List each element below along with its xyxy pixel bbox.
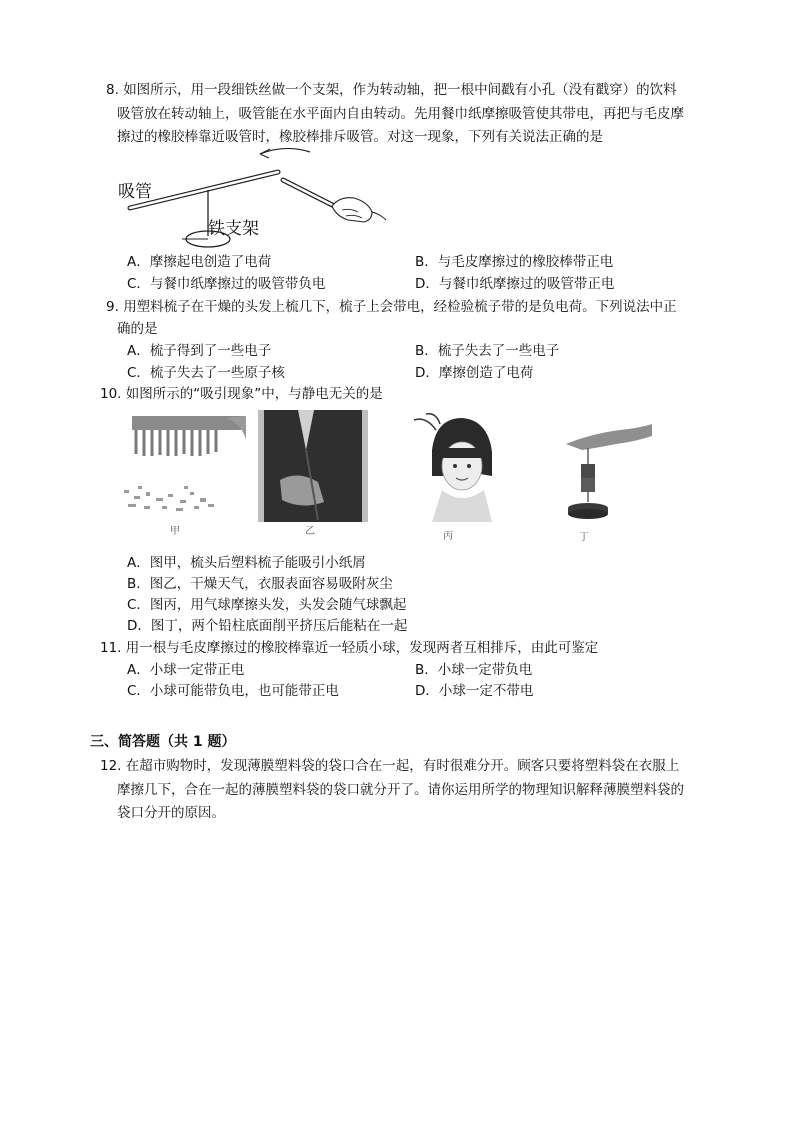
- question-number: 9.: [106, 299, 119, 315]
- figure-label-stand: 铁支架: [208, 219, 259, 239]
- question-text-line: 如图所示的“吸引现象”中，与静电无关的是: [125, 386, 383, 402]
- option-d[interactable]: D．摩擦创造了电荷: [415, 365, 534, 381]
- option-a[interactable]: A．摩擦起电创造了电荷: [127, 254, 272, 270]
- question-text-line: 用塑料梳子在干燥的头发上梳几下，梳子上会带电，经检验梳子带的是负电荷。下列说法中正: [123, 299, 677, 315]
- caption-bing: 丙: [443, 531, 453, 542]
- option-b[interactable]: B．与毛皮摩擦过的橡胶棒带正电: [415, 254, 614, 270]
- question-text-line: 在超市购物时，发现薄膜塑料袋的袋口合在一起，有时很难分开。顾客只要将塑料袋在衣服上: [125, 758, 680, 774]
- option-c[interactable]: C．图丙，用气球摩擦头发，头发会随气球飘起: [127, 597, 407, 613]
- option-d[interactable]: D．小球一定不带电: [415, 683, 534, 699]
- option-c[interactable]: C．梳子失去了一些原子核: [127, 365, 285, 381]
- arrowhead: [260, 149, 270, 158]
- question-text-line: 吸管放在转动轴上，吸管能在水平面内自由转动。先用餐巾纸摩擦吸管使其带电，再把与毛皮摩: [117, 106, 684, 122]
- question-number: 8.: [106, 82, 119, 98]
- photo-bing-girl: [396, 410, 522, 522]
- option-c[interactable]: C．小球可能带负电，也可能带正电: [127, 683, 339, 699]
- question-number: 10.: [100, 386, 122, 402]
- question-text-line: 用一根与毛皮摩擦过的橡胶棒靠近一轻质小球，发现两者互相排斥，由此可鉴定: [125, 640, 599, 656]
- question-number: 11.: [100, 640, 122, 656]
- photo-yi-clothes: [258, 410, 368, 522]
- option-a[interactable]: A．图甲，梳头后塑料梳子能吸引小纸屑: [127, 555, 366, 571]
- question-text-line: 确的是: [117, 321, 158, 337]
- caption-ding: 丁: [579, 532, 589, 543]
- option-c[interactable]: C．与餐巾纸摩擦过的吸管带负电: [127, 276, 326, 292]
- option-a[interactable]: A．小球一定带正电: [127, 662, 245, 678]
- photo-ding-lead-cylinders: [560, 420, 652, 524]
- figure-label-straw: 吸管: [118, 182, 152, 202]
- caption-yi: 乙: [305, 526, 315, 537]
- question-text-line: 擦过的橡胶棒靠近吸管时，橡胶棒排斥吸管。对这一现象，下列有关说法正确的是: [117, 129, 603, 145]
- rotation-arrow: [260, 148, 310, 154]
- option-d[interactable]: D．图丁，两个铅柱底面削平挤压后能粘在一起: [127, 618, 408, 634]
- question-text-line: 摩擦几下，合在一起的薄膜塑料袋的袋口就分开了。请你运用所学的物理知识解释薄膜塑料袋的: [117, 782, 684, 798]
- option-b[interactable]: B．图乙，干燥天气，衣服表面容易吸附灰尘: [127, 576, 393, 592]
- option-d[interactable]: D．与餐巾纸摩擦过的吸管带正电: [415, 276, 615, 292]
- option-b[interactable]: B．小球一定带负电: [415, 662, 533, 678]
- option-a[interactable]: A．梳子得到了一些电子: [127, 343, 272, 359]
- option-b[interactable]: B．梳子失去了一些电子: [415, 343, 560, 359]
- question-number: 12.: [100, 758, 122, 774]
- question-text-line: 袋口分开的原因。: [117, 805, 225, 821]
- question-text-line: 如图所示，用一段细铁丝做一个支架，作为转动轴，把一根中间戳有小孔（没有戳穿）的饮料: [123, 82, 677, 98]
- section-heading: 三、简答题（共 1 题）: [90, 734, 236, 750]
- caption-jia: 甲: [170, 526, 180, 537]
- photo-jia-comb: [118, 410, 246, 522]
